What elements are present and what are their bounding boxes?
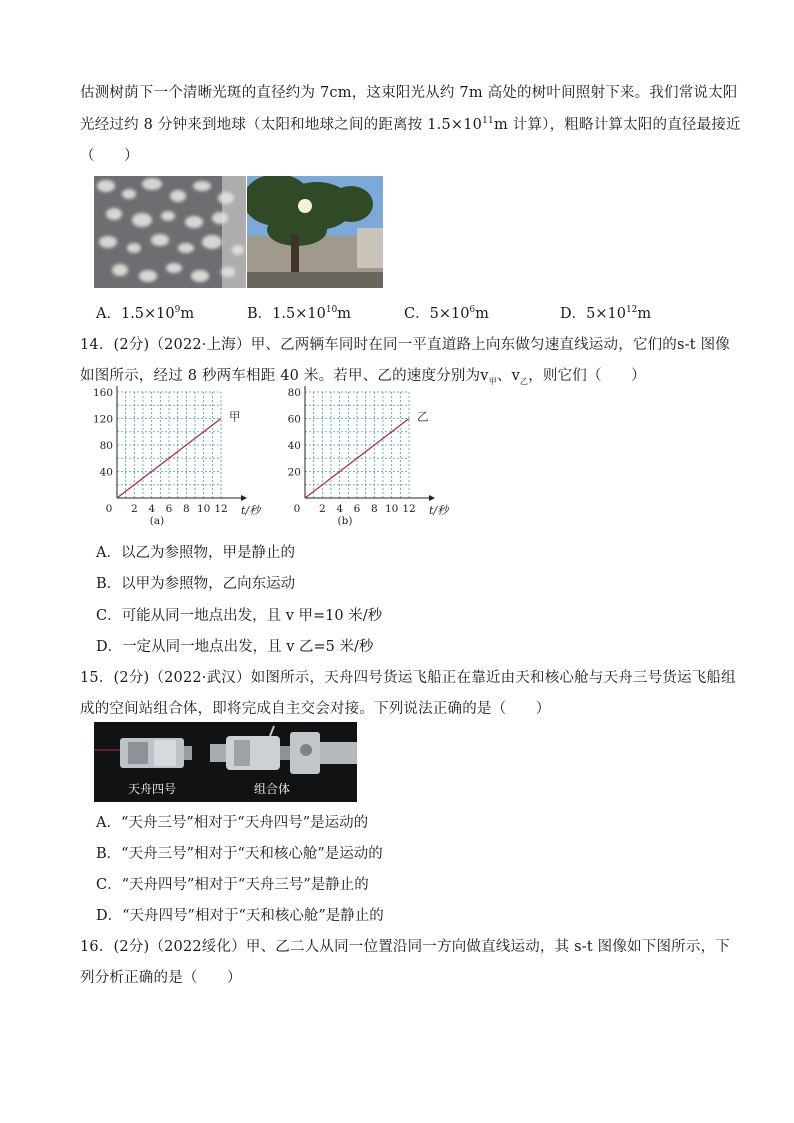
q15-line1: 15．(2分)（2022·武汉）如图所示，天舟四号货运飞船正在靠近由天和核心舱与天舟三号货运飞船组: [80, 670, 736, 686]
q14-option-d[interactable]: D．一定从同一地点出发，且 v 乙=5 米/秒: [96, 639, 374, 655]
q13-option-d-label: D．5×10: [560, 306, 626, 322]
chart-a-xlabel: t/秒: [241, 504, 261, 517]
chart-a-xtick-label: 8: [182, 503, 190, 515]
q13-line2b: m 计算），粗略计算太阳的直径最接近: [493, 117, 741, 133]
chart-b-xlabel: t/秒: [429, 504, 449, 517]
chart-a-series-label: 甲: [229, 409, 241, 424]
chart-a-xtick-label: 0: [105, 503, 113, 515]
chart-b-xtick-label: 8: [370, 503, 378, 515]
chart-a-xtick-label: 6: [165, 503, 173, 515]
q13-paren: （ ）: [80, 148, 139, 164]
chart-b-series-label: 乙: [417, 409, 429, 424]
chart-a-xtick-label: 4: [148, 503, 156, 515]
q13-line2a: 光经过约 8 分钟来到地球（太阳和地球之间的距离按 1.5×10: [80, 117, 483, 133]
chart-b-xtick-label: 4: [336, 503, 344, 515]
q16-line1: 16．(2分)（2022绥化）甲、乙二人从同一位置沿同一方向做直线运动，其 s-t 图像如下图所示，下: [80, 939, 730, 955]
q14-option-a[interactable]: A．以乙为参照物，甲是静止的: [96, 545, 295, 561]
q14-sub2: 乙: [520, 376, 529, 386]
q13-option-a[interactable]: [96, 302, 194, 323]
q13-option-d[interactable]: [560, 302, 651, 323]
q13-option-c-unit: m: [475, 306, 489, 322]
q13-option-b-sup: 10: [325, 305, 338, 315]
chart-b: [274, 386, 464, 532]
chart-b-xtick-label: 10: [384, 503, 399, 515]
q13-option-a-label: A．1.5×10: [96, 306, 175, 322]
q14-line2b: ，则它们（ ）: [528, 368, 646, 384]
chart-b-xtick-label: 0: [293, 503, 301, 515]
label-tianzhou4: 天舟四号: [128, 782, 177, 796]
q14-option-b[interactable]: B．以甲为参照物，乙向东运动: [96, 576, 296, 592]
chart-b-ytick-label: 40: [287, 440, 301, 452]
q14-sub1: 甲: [488, 376, 497, 386]
q13-line2-sup: 11: [482, 116, 494, 126]
chart-a-ytick-label: 40: [99, 466, 113, 479]
q15-option-a[interactable]: A．“天舟三号”相对于“天舟四号”是运动的: [96, 815, 369, 831]
tree-photo: [247, 176, 383, 288]
q13-option-d-unit: m: [637, 306, 652, 322]
q13-line2: [80, 113, 741, 134]
q13-option-b-label: B．1.5×10: [247, 306, 326, 322]
chart-b-xtick-label: 12: [402, 503, 416, 515]
chart-a-xtick-label: 12: [214, 503, 228, 515]
chart-b-ytick-label: 20: [287, 466, 301, 479]
chart-a-x-arrow: [241, 495, 247, 501]
q14-line2: [80, 364, 646, 387]
chart-b-xtick-label: 6: [353, 503, 361, 515]
label-combination: 组合体: [254, 782, 291, 796]
chart-b-x-arrow: [429, 495, 435, 501]
chart-b-ytick-label: 60: [287, 413, 301, 426]
q13-option-c-label: C．5×10: [404, 306, 470, 322]
q13-option-c[interactable]: [404, 302, 489, 323]
chart-a-ytick-label: 80: [99, 440, 113, 452]
q16-line2: 列分析正确的是（ ）: [80, 970, 242, 986]
q14-line2a: 如图所示，经过 8 秒两车相距 40 米。若甲、乙的速度分别为v: [80, 368, 489, 384]
q14-option-c[interactable]: C．可能从同一地点出发，且 v 甲=10 米/秒: [96, 608, 383, 624]
q13-option-b[interactable]: [247, 302, 351, 323]
q15-option-d[interactable]: D．“天舟四号”相对于“天和核心舱”是静止的: [96, 908, 384, 924]
q13-option-b-unit: m: [337, 306, 352, 322]
q15-line2: 成的空间站组合体，即将完成自主交会对接。下列说法正确的是（ ）: [80, 701, 551, 717]
chart-a: [86, 386, 276, 532]
shadow-spots-photo: [94, 176, 246, 288]
q15-option-b[interactable]: B．“天舟三号”相对于“天和核心舱”是运动的: [96, 846, 383, 862]
q13-option-d-sup: 12: [625, 305, 638, 315]
chart-a-xtick-label: 2: [130, 503, 138, 515]
q13-line1: 估测树荫下一个清晰光斑的直径约为 7cm，这束阳光从约 7m 高处的树叶间照射下来。我们常说太阳: [80, 85, 738, 101]
q14-line1: 14．(2分)（2022·上海）甲、乙两辆车同时在同一平直道路上向东做匀速直线运动，它们的s-t 图像: [80, 337, 730, 353]
q13-option-a-sup: 9: [174, 305, 181, 315]
chart-a-caption: (a): [149, 515, 165, 527]
q13-option-a-unit: m: [180, 306, 195, 322]
q15-option-c[interactable]: C．“天舟四号”相对于“天舟三号”是静止的: [96, 877, 369, 893]
spacecraft-photo: [94, 722, 357, 802]
chart-a-ytick-label: 160: [92, 387, 113, 399]
chart-b-ytick-label: 80: [287, 387, 301, 399]
chart-b-caption: (b): [337, 515, 353, 527]
chart-b-xtick-label: 2: [318, 503, 326, 515]
q14-mid: 、v: [496, 368, 520, 384]
chart-a-ytick-label: 120: [92, 413, 113, 426]
chart-a-xtick-label: 10: [196, 503, 211, 515]
q13-option-c-sup: 6: [469, 305, 476, 315]
